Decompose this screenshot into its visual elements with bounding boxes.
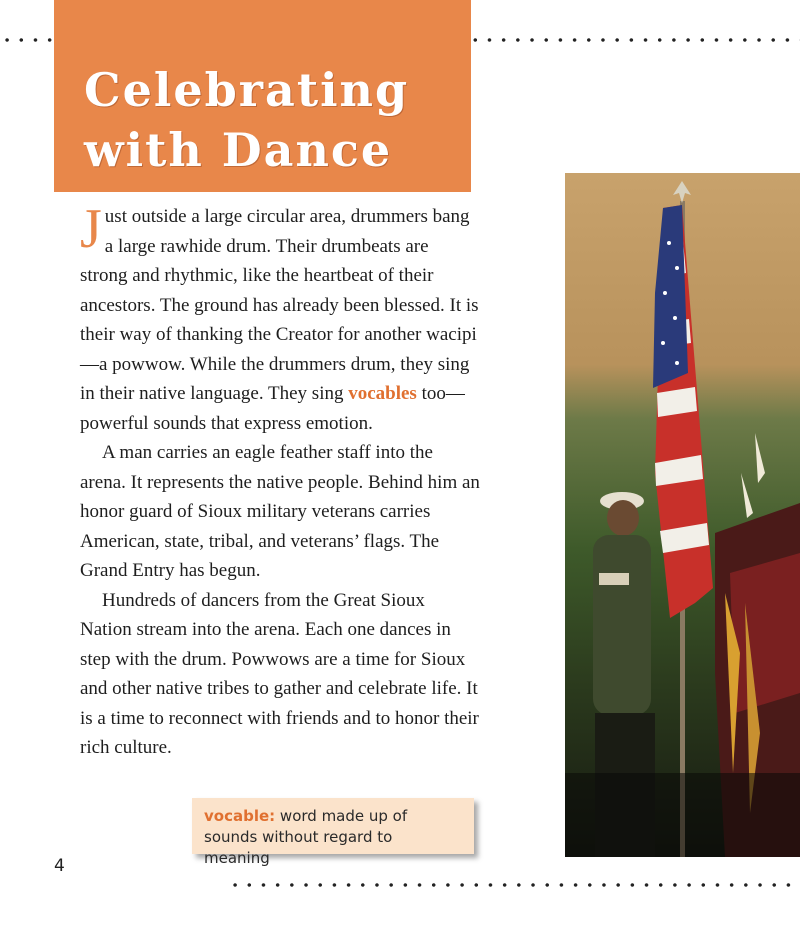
- glossary-term: vocable:: [204, 807, 276, 825]
- article-body: [80, 198, 480, 763]
- title-line-1: Celebrating: [84, 63, 410, 117]
- paragraph-1-end: too—powerful sounds that express emotion.: [80, 383, 465, 434]
- paragraph-3: Hundreds of dancers from the Great Sioux Nation stream into the arena. Each one dances in step with the drum. Powwows are a time for Sioux and other native tribes to gather and celebrate life. It is a time to reconnect with friends and to honor their rich culture.: [80, 589, 479, 758]
- glossary-box: [192, 798, 474, 867]
- title-line-2: with Dance: [84, 123, 393, 177]
- photo-illustration: [565, 173, 800, 857]
- paragraph-2: A man carries an eagle feather staff into the arena. It represents the native people. Behind him an honor guard of Sioux military veterans carries American, state, tribal, and veterans’ flags. The Grand Entry has begun.: [80, 442, 480, 581]
- page-number: 4: [54, 856, 65, 876]
- bottom-dotted-rule: [228, 882, 800, 888]
- powwow-photo: [565, 173, 800, 857]
- glossary-definition: word made up of sounds without regard to meaning: [204, 807, 408, 867]
- paragraph-1: [80, 198, 480, 438]
- page-title: [84, 60, 464, 180]
- drop-cap: J: [80, 198, 102, 260]
- vocab-highlight: vocables: [348, 383, 417, 404]
- paragraph-1-text: ust outside a large circular area, drummers bang a large rawhide drum. Their drumbeats are strong and rhythmic, like the heartbeat of their ancestors. The ground has already been blessed. It is their way of thanking the Creator for another wacipi—a powwow. While the drummers drum, they sing in their native language. They sing: [80, 206, 479, 404]
- title-banner: [54, 0, 471, 192]
